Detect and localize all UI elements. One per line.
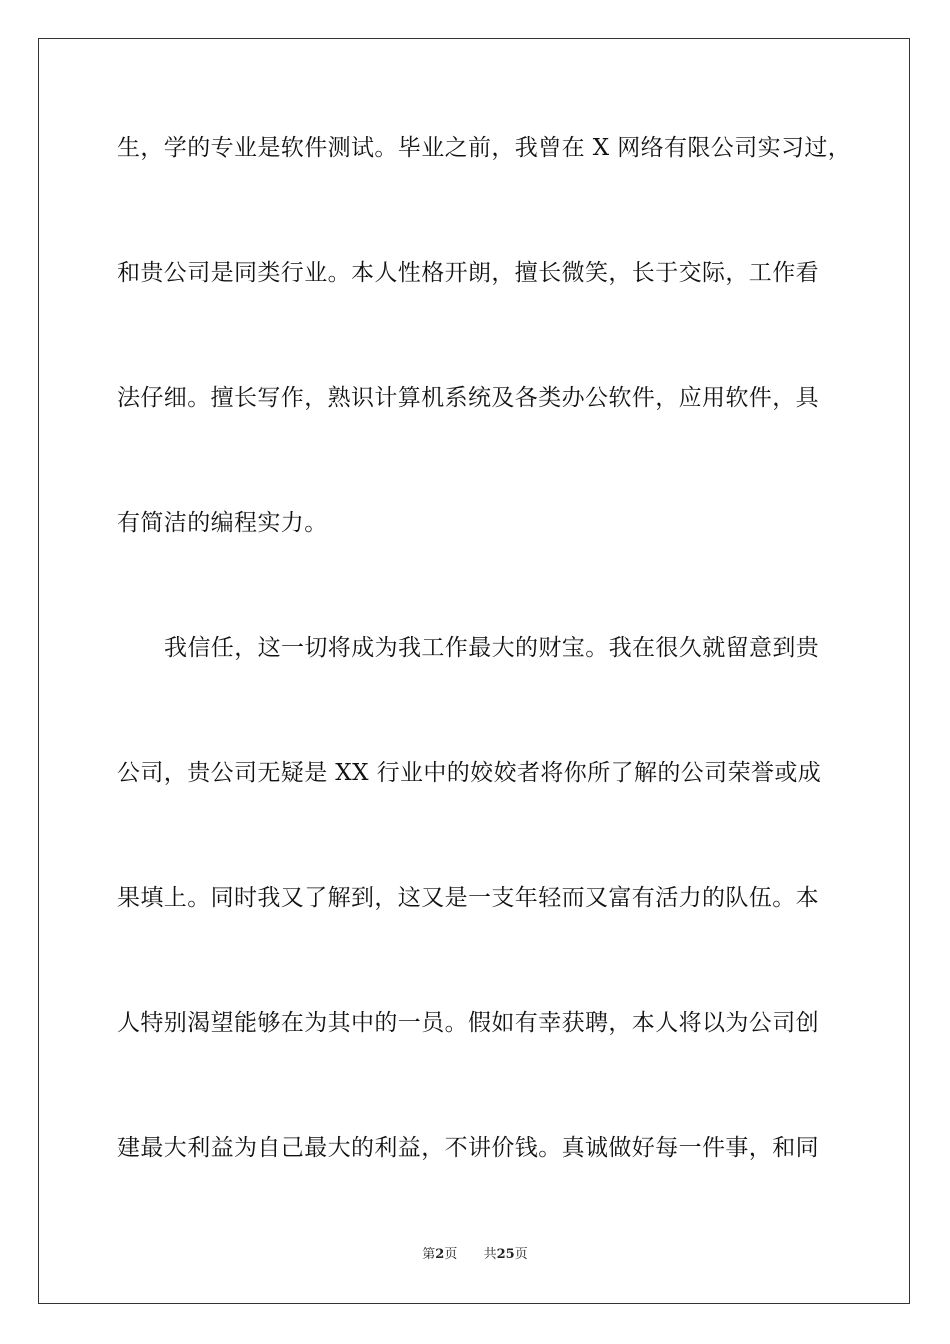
page-label: 第2页 (422, 1247, 458, 1262)
paragraph-line: 人特别渴望能够在为其中的一员。假如有幸获聘，本人将以为公司创 (117, 1010, 819, 1036)
paragraph-line: 生，学的专业是软件测试。毕业之前，我曾在 X 网络有限公司实习过， (117, 135, 852, 161)
page-number: 2 (435, 1247, 445, 1262)
paragraph-line: 和贵公司是同类行业。本人性格开朗，擅长微笑，长于交际，工作看 (117, 260, 819, 286)
paragraph-line: 法仔细。擅长写作，熟识计算机系统及各类办公软件，应用软件，具 (117, 385, 819, 411)
total-pages-label: 共25页 (483, 1247, 528, 1262)
total-pages: 25 (496, 1247, 515, 1262)
paragraph-line: 有简洁的编程实力。 (117, 510, 328, 536)
paragraph-line: 公司，贵公司无疑是 XX 行业中的姣姣者将你所了解的公司荣誉或成 (117, 760, 822, 786)
page-border (38, 38, 910, 1304)
page-footer (0, 1246, 950, 1264)
paragraph-line: 我信任，这一切将成为我工作最大的财宝。我在很久就留意到贵 (164, 635, 820, 661)
paragraph-line: 果填上。同时我又了解到，这又是一支年轻而又富有活力的队伍。本 (117, 885, 819, 911)
paragraph-line: 建最大利益为自己最大的利益，不讲价钱。真诚做好每一件事，和同 (117, 1135, 819, 1161)
